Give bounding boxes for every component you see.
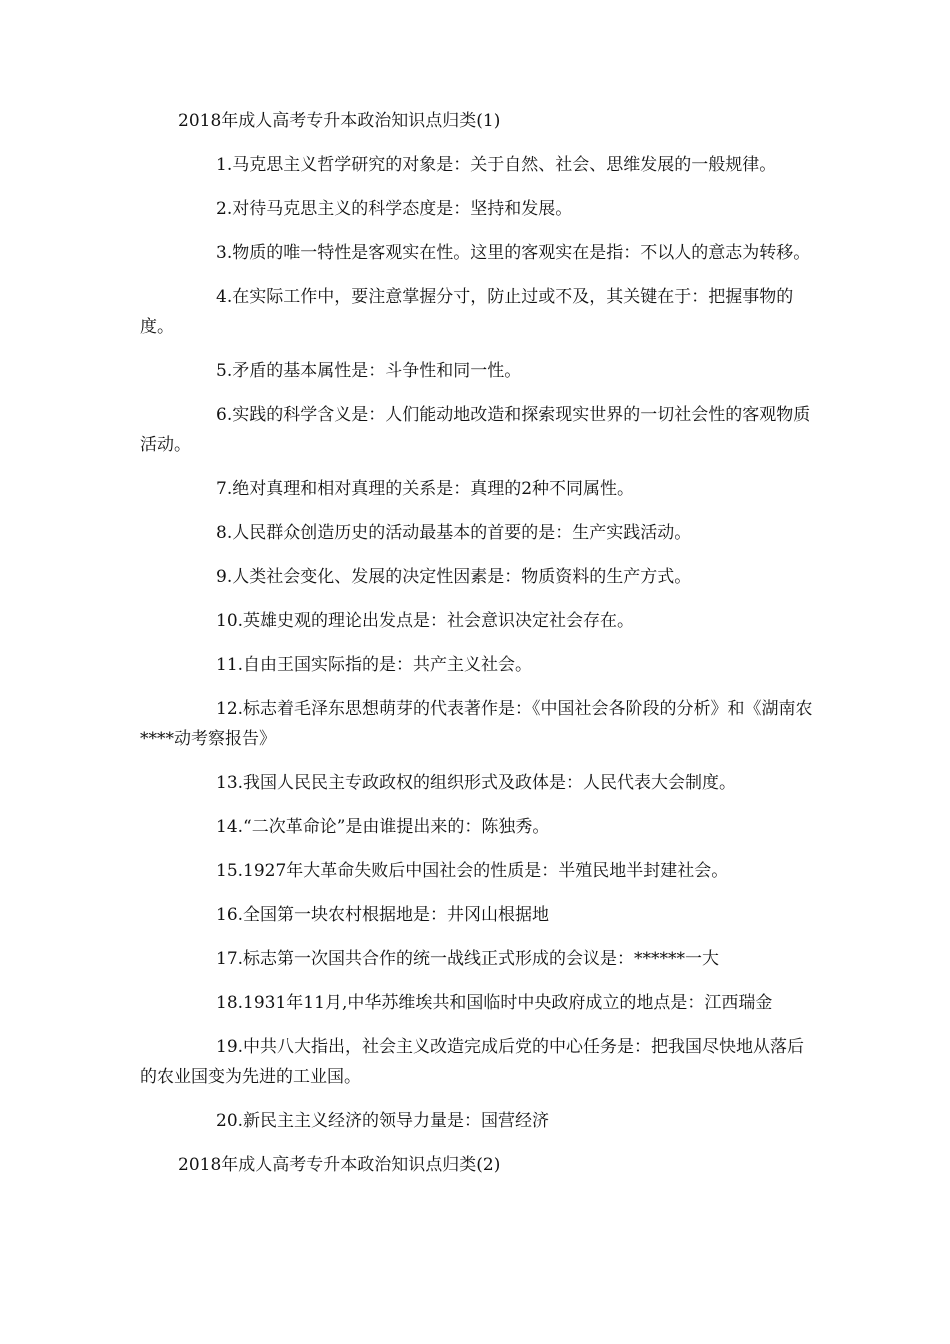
item-number: 6. <box>216 405 233 425</box>
item-text: “二次革命论”是由谁提出来的：陈独秀。 <box>243 817 550 837</box>
section-heading-2: 2018年成人高考专升本政治知识点归类(2) <box>178 1155 501 1175</box>
list-item <box>140 562 820 592</box>
list-item <box>140 282 820 342</box>
item-number: 3. <box>216 243 233 263</box>
item-number: 17. <box>216 949 244 969</box>
list-item <box>140 150 820 180</box>
item-text: 矛盾的基本属性是：斗争性和同一性。 <box>232 361 522 381</box>
item-number: 4. <box>216 287 233 307</box>
list-item <box>140 650 820 680</box>
item-number: 18. <box>216 993 244 1013</box>
item-text: 1931年11月,中华苏维埃共和国临时中央政府成立的地点是：江西瑞金 <box>243 993 773 1013</box>
list-item <box>140 606 820 636</box>
item-text: 英雄史观的理论出发点是：社会意识决定社会存在。 <box>243 611 635 631</box>
item-text: 实践的科学含义是：人们能动地改造和探索现实世界的一切社会性的客观物质活动。 <box>140 405 811 455</box>
list-item <box>140 900 820 930</box>
list-item <box>140 518 820 548</box>
item-text: 标志着毛泽东思想萌芽的代表著作是：《中国社会各阶段的分析》和《湖南农****动考察报告》 <box>140 699 813 749</box>
list-item <box>140 812 820 842</box>
item-number: 12. <box>216 699 244 719</box>
item-number: 15. <box>216 861 244 881</box>
section-heading-1: 2018年成人高考专升本政治知识点归类(1) <box>178 111 501 131</box>
list-item <box>140 856 820 886</box>
item-number: 7. <box>216 479 233 499</box>
item-number: 8. <box>216 523 233 543</box>
item-text: 马克思主义哲学研究的对象是：关于自然、社会、思维发展的一般规律。 <box>232 155 777 175</box>
item-number: 10. <box>216 611 244 631</box>
item-number: 1. <box>216 155 233 175</box>
list-item <box>140 1032 820 1092</box>
item-text: 物质的唯一特性是客观实在性。这里的客观实在是指：不以人的意志为转移。 <box>232 243 811 263</box>
item-number: 5. <box>216 361 233 381</box>
item-number: 16. <box>216 905 244 925</box>
item-text: 我国人民民主专政政权的组织形式及政体是：人民代表大会制度。 <box>243 773 737 793</box>
item-number: 2. <box>216 199 233 219</box>
item-text: 对待马克思主义的科学态度是：坚持和发展。 <box>232 199 573 219</box>
list-item <box>140 944 820 974</box>
item-number: 9. <box>216 567 233 587</box>
item-text: 人类社会变化、发展的决定性因素是：物质资料的生产方式。 <box>232 567 692 587</box>
item-text: 中共八大指出，社会主义改造完成后党的中心任务是：把我国尽快地从落后的农业国变为先进的工业国。 <box>140 1037 805 1087</box>
list-item <box>140 988 820 1018</box>
list-item <box>140 768 820 798</box>
item-number: 13. <box>216 773 244 793</box>
document-page <box>140 106 820 1194</box>
list-item <box>140 1106 820 1136</box>
item-number: 11. <box>216 655 244 675</box>
item-text: 标志第一次国共合作的统一战线正式形成的会议是：******一大 <box>243 949 720 969</box>
item-text: 人民群众创造历史的活动最基本的首要的是：生产实践活动。 <box>232 523 692 543</box>
list-item <box>140 194 820 224</box>
item-number: 20. <box>216 1111 244 1131</box>
item-text: 新民主主义经济的领导力量是：国营经济 <box>243 1111 550 1131</box>
item-text: 在实际工作中，要注意掌握分寸，防止过或不及，其关键在于：把握事物的度。 <box>140 287 794 337</box>
list-item <box>140 356 820 386</box>
list-item <box>140 694 820 754</box>
item-number: 14. <box>216 817 244 837</box>
list-item <box>140 238 820 268</box>
item-text: 全国第一块农村根据地是：井冈山根据地 <box>243 905 550 925</box>
item-text: 1927年大革命失败后中国社会的性质是：半殖民地半封建社会。 <box>243 861 729 881</box>
item-text: 绝对真理和相对真理的关系是：真理的2种不同属性。 <box>232 479 635 499</box>
item-number: 19. <box>216 1037 244 1057</box>
list-item <box>140 400 820 460</box>
item-text: 自由王国实际指的是：共产主义社会。 <box>243 655 533 675</box>
list-item <box>140 474 820 504</box>
